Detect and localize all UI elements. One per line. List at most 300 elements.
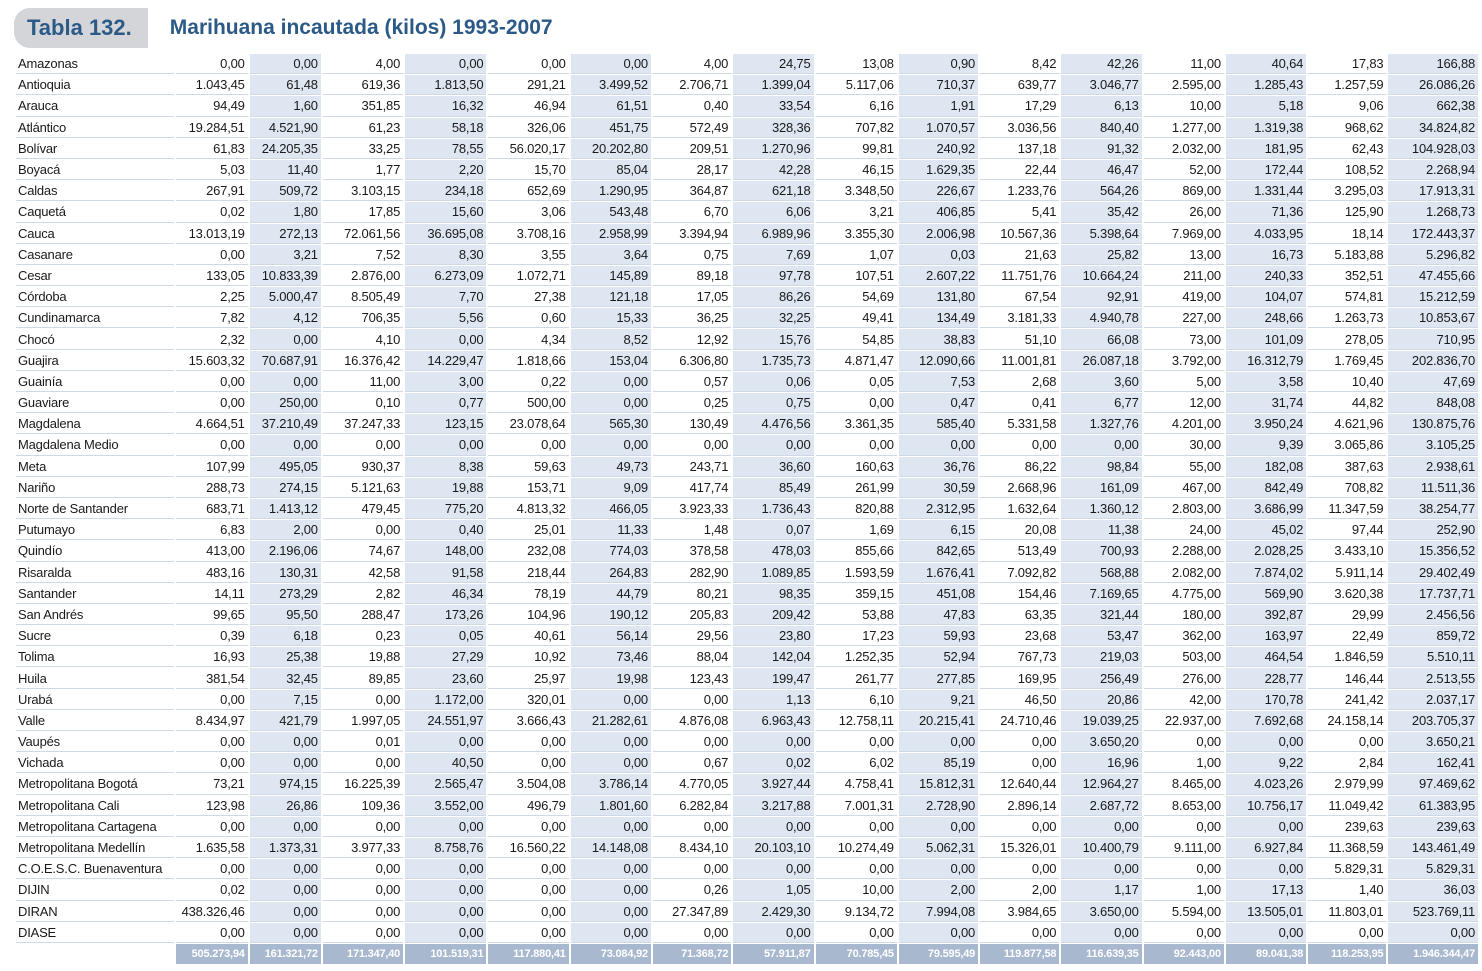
value-cell: 0,00	[250, 753, 321, 773]
table-row	[16, 118, 1478, 138]
value-cell: 36,25	[653, 308, 731, 328]
value-cell: 2,32	[176, 329, 248, 349]
value-cell: 0,00	[571, 880, 651, 900]
table-row	[16, 647, 1478, 667]
value-cell: 0,77	[405, 393, 486, 413]
value-cell: 3.348,50	[816, 181, 897, 201]
table-row	[16, 923, 1478, 943]
value-cell: 568,88	[1061, 563, 1141, 583]
value-cell: 5.183,88	[1308, 245, 1386, 265]
value-cell: 496,79	[488, 796, 568, 816]
value-cell: 92,91	[1061, 287, 1141, 307]
value-cell: 61,48	[250, 75, 321, 95]
value-cell: 0,00	[571, 372, 651, 392]
value-cell: 38,83	[899, 329, 978, 349]
value-cell: 1.252,35	[816, 647, 897, 667]
value-cell: 137,18	[980, 139, 1059, 159]
value-cell: 36,03	[1388, 880, 1478, 900]
value-cell: 1.635,58	[176, 838, 248, 858]
value-cell: 0,75	[733, 393, 813, 413]
value-cell: 0,25	[653, 393, 731, 413]
value-cell: 89.041,38	[1226, 944, 1306, 964]
value-cell: 169,95	[980, 668, 1059, 688]
value-cell: 9,21	[899, 690, 978, 710]
table-row	[16, 563, 1478, 583]
value-cell: 267,91	[176, 181, 248, 201]
value-cell: 97.469,62	[1388, 774, 1478, 794]
value-cell: 2.196,06	[250, 541, 321, 561]
value-cell: 62,43	[1308, 139, 1386, 159]
value-cell: 767,73	[980, 647, 1059, 667]
value-cell: 25,82	[1061, 245, 1141, 265]
value-cell: 5.331,58	[980, 414, 1059, 434]
value-cell: 163,97	[1226, 626, 1306, 646]
value-cell: 0,00	[250, 329, 321, 349]
value-cell: 2.595,00	[1144, 75, 1224, 95]
value-cell: 0,00	[571, 859, 651, 879]
value-cell: 14.148,08	[571, 838, 651, 858]
value-cell: 3.650,00	[1061, 902, 1141, 922]
value-cell: 5.911,14	[1308, 563, 1386, 583]
value-cell: 3.046,77	[1061, 75, 1141, 95]
value-cell: 4.813,32	[488, 499, 568, 519]
value-cell: 203.705,37	[1388, 711, 1478, 731]
value-cell: 0,00	[488, 732, 568, 752]
value-cell: 3.977,33	[323, 838, 403, 858]
value-cell: 8.465,00	[1144, 774, 1224, 794]
value-cell: 9.111,00	[1144, 838, 1224, 858]
value-cell: 0,67	[653, 753, 731, 773]
row-label: Putumayo	[16, 520, 174, 540]
value-cell: 0,00	[816, 732, 897, 752]
value-cell: 3,60	[1061, 372, 1141, 392]
table-row	[16, 54, 1478, 74]
value-cell: 0,00	[980, 732, 1059, 752]
value-cell: 20,86	[1061, 690, 1141, 710]
table-row	[16, 541, 1478, 561]
value-cell: 0,00	[1308, 732, 1386, 752]
value-cell: 209,42	[733, 605, 813, 625]
value-cell: 0,00	[323, 690, 403, 710]
table-row	[16, 796, 1478, 816]
value-cell: 0,75	[653, 245, 731, 265]
value-cell: 278,05	[1308, 329, 1386, 349]
value-cell: 227,00	[1144, 308, 1224, 328]
value-cell: 5.398,64	[1061, 224, 1141, 244]
value-cell: 47,69	[1388, 372, 1478, 392]
value-cell: 7.692,68	[1226, 711, 1306, 731]
value-cell: 869,00	[1144, 181, 1224, 201]
value-cell: 3.433,10	[1308, 541, 1386, 561]
value-cell: 4.871,47	[816, 351, 897, 371]
value-cell: 21.282,61	[571, 711, 651, 731]
value-cell: 2,00	[250, 520, 321, 540]
table-title: Marihuana incautada (kilos) 1993-2007	[169, 16, 553, 39]
value-cell: 240,92	[899, 139, 978, 159]
value-cell: 5,56	[405, 308, 486, 328]
value-cell: 2.429,30	[733, 902, 813, 922]
value-cell: 12.758,11	[816, 711, 897, 731]
value-cell: 2.082,00	[1144, 563, 1224, 583]
table-row	[16, 181, 1478, 201]
value-cell: 38.254,77	[1388, 499, 1478, 519]
value-cell: 273,29	[250, 584, 321, 604]
data-table	[14, 53, 1480, 965]
value-cell: 0,00	[176, 923, 248, 943]
value-cell: 2.958,99	[571, 224, 651, 244]
row-label: Cauca	[16, 224, 174, 244]
value-cell: 1.270,96	[733, 139, 813, 159]
value-cell: 11,33	[571, 520, 651, 540]
table-row	[16, 711, 1478, 731]
value-cell: 98,84	[1061, 457, 1141, 477]
value-cell: 0,00	[1226, 817, 1306, 837]
value-cell: 11.001,81	[980, 351, 1059, 371]
value-cell: 12,92	[653, 329, 731, 349]
value-cell: 0,00	[816, 859, 897, 879]
value-cell: 572,49	[653, 118, 731, 138]
value-cell: 37.210,49	[250, 414, 321, 434]
value-cell: 0,00	[980, 859, 1059, 879]
value-cell: 1,48	[653, 520, 731, 540]
value-cell: 0,00	[571, 902, 651, 922]
value-cell: 0,00	[571, 54, 651, 74]
value-cell: 6,13	[1061, 96, 1141, 116]
value-cell: 59,93	[899, 626, 978, 646]
value-cell: 16,93	[176, 647, 248, 667]
value-cell: 125,90	[1308, 202, 1386, 222]
value-cell: 53,88	[816, 605, 897, 625]
value-cell: 710,95	[1388, 329, 1478, 349]
value-cell: 4,10	[323, 329, 403, 349]
table-row	[16, 372, 1478, 392]
value-cell: 2,25	[176, 287, 248, 307]
value-cell: 0,07	[733, 520, 813, 540]
value-cell: 211,00	[1144, 266, 1224, 286]
value-cell: 3,58	[1226, 372, 1306, 392]
value-cell: 146,44	[1308, 668, 1386, 688]
value-cell: 0,00	[1061, 923, 1141, 943]
value-cell: 15,70	[488, 160, 568, 180]
table-row	[16, 139, 1478, 159]
value-cell: 0,00	[653, 923, 731, 943]
value-cell: 98,35	[733, 584, 813, 604]
value-cell: 0,00	[1226, 859, 1306, 879]
value-cell: 585,40	[899, 414, 978, 434]
value-cell: 23.078,64	[488, 414, 568, 434]
value-cell: 46,47	[1061, 160, 1141, 180]
value-cell: 123,15	[405, 414, 486, 434]
value-cell: 0,00	[488, 435, 568, 455]
value-cell: 11.368,59	[1308, 838, 1386, 858]
value-cell: 1,80	[250, 202, 321, 222]
value-cell: 97,44	[1308, 520, 1386, 540]
value-cell: 1,77	[323, 160, 403, 180]
value-cell: 707,82	[816, 118, 897, 138]
value-cell: 3,06	[488, 202, 568, 222]
value-cell: 4,12	[250, 308, 321, 328]
value-cell: 243,71	[653, 457, 731, 477]
value-cell: 842,49	[1226, 478, 1306, 498]
value-cell: 42,00	[1144, 690, 1224, 710]
value-cell: 352,51	[1308, 266, 1386, 286]
value-cell: 0,00	[1226, 732, 1306, 752]
row-label: Arauca	[16, 96, 174, 116]
value-cell: 58,18	[405, 118, 486, 138]
value-cell: 0,00	[323, 817, 403, 837]
table-row	[16, 245, 1478, 265]
value-cell: 4.770,05	[653, 774, 731, 794]
value-cell: 8.653,00	[1144, 796, 1224, 816]
table-row	[16, 224, 1478, 244]
value-cell: 3,64	[571, 245, 651, 265]
value-cell: 0,22	[488, 372, 568, 392]
value-cell: 2.728,90	[899, 796, 978, 816]
value-cell: 0,00	[1388, 923, 1478, 943]
value-cell: 92.443,00	[1144, 944, 1224, 964]
value-cell: 55,00	[1144, 457, 1224, 477]
value-cell: 15.812,31	[899, 774, 978, 794]
value-cell: 421,79	[250, 711, 321, 731]
value-cell: 2.268,94	[1388, 160, 1478, 180]
value-cell: 0,00	[405, 817, 486, 837]
value-cell: 1,13	[733, 690, 813, 710]
row-label: Boyacá	[16, 160, 174, 180]
value-cell: 0,00	[571, 732, 651, 752]
value-cell: 0,00	[405, 732, 486, 752]
value-cell: 0,00	[1144, 732, 1224, 752]
value-cell: 8,52	[571, 329, 651, 349]
value-cell: 31,74	[1226, 393, 1306, 413]
value-cell: 20.103,10	[733, 838, 813, 858]
value-cell: 22,44	[980, 160, 1059, 180]
value-cell: 19.039,25	[1061, 711, 1141, 731]
value-cell: 0,00	[488, 54, 568, 74]
value-cell: 3.950,24	[1226, 414, 1306, 434]
value-cell: 61,23	[323, 118, 403, 138]
value-cell: 1.277,00	[1144, 118, 1224, 138]
value-cell: 107,99	[176, 457, 248, 477]
value-cell: 63,35	[980, 605, 1059, 625]
value-cell: 6,10	[816, 690, 897, 710]
value-cell: 0,00	[488, 859, 568, 879]
value-cell: 11.511,36	[1388, 478, 1478, 498]
value-cell: 288,73	[176, 478, 248, 498]
value-cell: 8.434,10	[653, 838, 731, 858]
value-cell: 8,30	[405, 245, 486, 265]
value-cell: 0,00	[571, 435, 651, 455]
value-cell: 6,16	[816, 96, 897, 116]
value-cell: 24,75	[733, 54, 813, 74]
value-cell: 0,00	[323, 880, 403, 900]
value-cell: 24.710,46	[980, 711, 1059, 731]
value-cell: 2,00	[899, 880, 978, 900]
value-cell: 26,86	[250, 796, 321, 816]
table-row	[16, 880, 1478, 900]
value-cell: 451,75	[571, 118, 651, 138]
value-cell: 108,52	[1308, 160, 1386, 180]
value-cell: 406,85	[899, 202, 978, 222]
value-cell: 261,77	[816, 668, 897, 688]
row-label: Cundinamarca	[16, 308, 174, 328]
value-cell: 0,00	[571, 753, 651, 773]
value-cell: 10,40	[1308, 372, 1386, 392]
value-cell: 239,63	[1308, 817, 1386, 837]
value-cell: 52,00	[1144, 160, 1224, 180]
value-cell: 5.121,63	[323, 478, 403, 498]
value-cell: 6,15	[899, 520, 978, 540]
value-cell: 171.347,40	[323, 944, 403, 964]
value-cell: 37.247,33	[323, 414, 403, 434]
value-cell: 70.785,45	[816, 944, 897, 964]
table-row	[16, 308, 1478, 328]
value-cell: 5.117,06	[816, 75, 897, 95]
value-cell: 10,00	[816, 880, 897, 900]
value-cell: 3.217,88	[733, 796, 813, 816]
value-cell: 42,58	[323, 563, 403, 583]
value-cell: 2.032,00	[1144, 139, 1224, 159]
value-cell: 73,00	[1144, 329, 1224, 349]
value-cell: 86,22	[980, 457, 1059, 477]
value-cell: 148,00	[405, 541, 486, 561]
value-cell: 59,63	[488, 457, 568, 477]
value-cell: 10.853,67	[1388, 308, 1478, 328]
value-cell: 3,00	[405, 372, 486, 392]
value-cell: 56,14	[571, 626, 651, 646]
value-cell: 0,05	[405, 626, 486, 646]
value-cell: 272,13	[250, 224, 321, 244]
value-cell: 3.504,08	[488, 774, 568, 794]
value-cell: 4,00	[323, 54, 403, 74]
value-cell: 543,48	[571, 202, 651, 222]
row-label: Caldas	[16, 181, 174, 201]
value-cell: 9,06	[1308, 96, 1386, 116]
value-cell: 1.257,59	[1308, 75, 1386, 95]
value-cell: 3.355,30	[816, 224, 897, 244]
value-cell: 3,21	[250, 245, 321, 265]
value-cell: 0,00	[323, 753, 403, 773]
value-cell: 0,00	[1226, 923, 1306, 943]
value-cell: 209,51	[653, 139, 731, 159]
value-cell: 378,58	[653, 541, 731, 561]
value-cell: 1.593,59	[816, 563, 897, 583]
value-cell: 1,40	[1308, 880, 1386, 900]
value-cell: 17.913,31	[1388, 181, 1478, 201]
value-cell: 23,80	[733, 626, 813, 646]
value-cell: 1.801,60	[571, 796, 651, 816]
value-cell: 1.629,35	[899, 160, 978, 180]
value-cell: 0,00	[488, 753, 568, 773]
value-cell: 130.875,76	[1388, 414, 1478, 434]
value-cell: 0,00	[176, 393, 248, 413]
value-cell: 7,52	[323, 245, 403, 265]
value-cell: 479,45	[323, 499, 403, 519]
value-cell: 47,83	[899, 605, 978, 625]
value-cell: 6,83	[176, 520, 248, 540]
value-cell: 0,00	[250, 817, 321, 837]
table-row	[16, 202, 1478, 222]
value-cell: 123,43	[653, 668, 731, 688]
value-cell: 0,00	[250, 372, 321, 392]
value-cell: 3.105,25	[1388, 435, 1478, 455]
value-cell: 5.296,82	[1388, 245, 1478, 265]
value-cell: 22.937,00	[1144, 711, 1224, 731]
value-cell: 419,00	[1144, 287, 1224, 307]
value-cell: 820,88	[816, 499, 897, 519]
value-cell: 0,40	[405, 520, 486, 540]
value-cell: 80,21	[653, 584, 731, 604]
value-cell: 57.911,87	[733, 944, 813, 964]
value-cell: 74,67	[323, 541, 403, 561]
value-cell: 13,08	[816, 54, 897, 74]
row-label: Urabá	[16, 690, 174, 710]
value-cell: 1.331,44	[1226, 181, 1306, 201]
table-header	[14, 8, 553, 48]
value-cell: 282,90	[653, 563, 731, 583]
value-cell: 12.964,27	[1061, 774, 1141, 794]
value-cell: 160,63	[816, 457, 897, 477]
value-cell: 0,00	[176, 690, 248, 710]
value-cell: 639,77	[980, 75, 1059, 95]
value-cell: 6.963,43	[733, 711, 813, 731]
value-cell: 3.552,00	[405, 796, 486, 816]
value-cell: 0,02	[176, 880, 248, 900]
value-cell: 417,74	[653, 478, 731, 498]
value-cell: 27.347,89	[653, 902, 731, 922]
row-label: Atlántico	[16, 118, 174, 138]
value-cell: 9,39	[1226, 435, 1306, 455]
value-cell: 1.072,71	[488, 266, 568, 286]
value-cell: 24.551,97	[405, 711, 486, 731]
value-cell: 16.312,79	[1226, 351, 1306, 371]
value-cell: 0,00	[250, 880, 321, 900]
value-cell: 29,99	[1308, 605, 1386, 625]
value-cell: 24,00	[1144, 520, 1224, 540]
value-cell: 154,46	[980, 584, 1059, 604]
value-cell: 0,02	[176, 202, 248, 222]
value-cell: 6.273,09	[405, 266, 486, 286]
value-cell: 855,66	[816, 541, 897, 561]
value-cell: 7.169,65	[1061, 584, 1141, 604]
value-cell: 4.023,26	[1226, 774, 1306, 794]
value-cell: 180,00	[1144, 605, 1224, 625]
value-cell: 0,00	[899, 923, 978, 943]
value-cell: 1.632,64	[980, 499, 1059, 519]
value-cell: 0,00	[1061, 435, 1141, 455]
table-row	[16, 584, 1478, 604]
value-cell: 3.708,16	[488, 224, 568, 244]
value-cell: 4.521,90	[250, 118, 321, 138]
value-cell: 0,00	[405, 859, 486, 879]
value-cell: 392,87	[1226, 605, 1306, 625]
value-cell: 1.319,38	[1226, 118, 1306, 138]
value-cell: 18,14	[1308, 224, 1386, 244]
value-cell: 0,00	[405, 923, 486, 943]
value-cell: 3.650,21	[1388, 732, 1478, 752]
value-cell: 0,01	[323, 732, 403, 752]
value-cell: 0,00	[899, 732, 978, 752]
value-cell: 51,10	[980, 329, 1059, 349]
value-cell: 0,00	[733, 435, 813, 455]
value-cell: 44,79	[571, 584, 651, 604]
value-cell: 16.560,22	[488, 838, 568, 858]
value-cell: 2.006,98	[899, 224, 978, 244]
value-cell: 0,00	[1061, 817, 1141, 837]
value-cell: 0,00	[250, 923, 321, 943]
value-cell: 226,67	[899, 181, 978, 201]
value-cell: 0,00	[176, 753, 248, 773]
value-cell: 250,00	[250, 393, 321, 413]
